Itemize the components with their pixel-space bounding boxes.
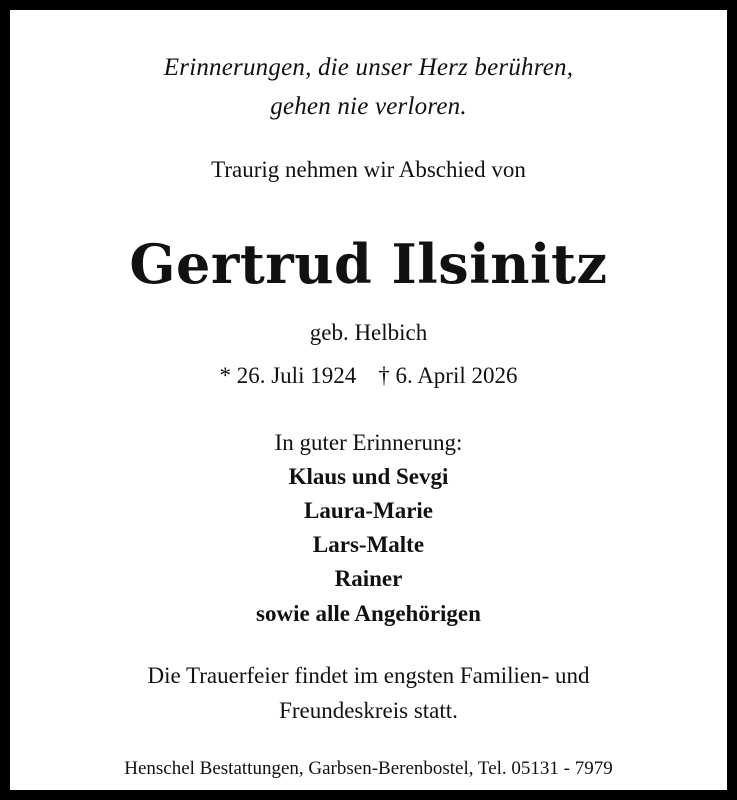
- funeral-info-line-1: Die Trauerfeier findet im engsten Familien- und: [147, 663, 590, 688]
- motto-line-1: Erinnerungen, die unser Herz berühren,: [163, 54, 574, 81]
- funeral-info-line-2: Freundeskreis statt.: [279, 698, 458, 723]
- mourner-name: Klaus und Sevgi: [288, 464, 449, 489]
- undertaker-info: Henschel Bestattungen, Garbsen-Berenbostel, Tel. 05131 - 7979: [124, 758, 613, 779]
- mourners-heading: In guter Erinnerung:: [274, 430, 463, 455]
- mourner-name: Rainer: [334, 566, 403, 591]
- mourner-name: sowie alle Angehörigen: [256, 601, 481, 626]
- mourner-name: Lars-Malte: [312, 532, 425, 557]
- life-dates: [10, 361, 727, 391]
- motto-line-2: gehen nie verloren.: [270, 93, 467, 120]
- birth-date: * 26. Juli 1924: [219, 363, 357, 388]
- intro-text: Traurig nehmen wir Abschied von: [211, 157, 526, 182]
- mourner-name: Laura-Marie: [303, 498, 433, 523]
- death-date: † 6. April 2026: [378, 363, 518, 388]
- maiden-name: geb. Helbich: [309, 320, 428, 345]
- deceased-name: Gertrud Ilsinitz: [129, 232, 608, 296]
